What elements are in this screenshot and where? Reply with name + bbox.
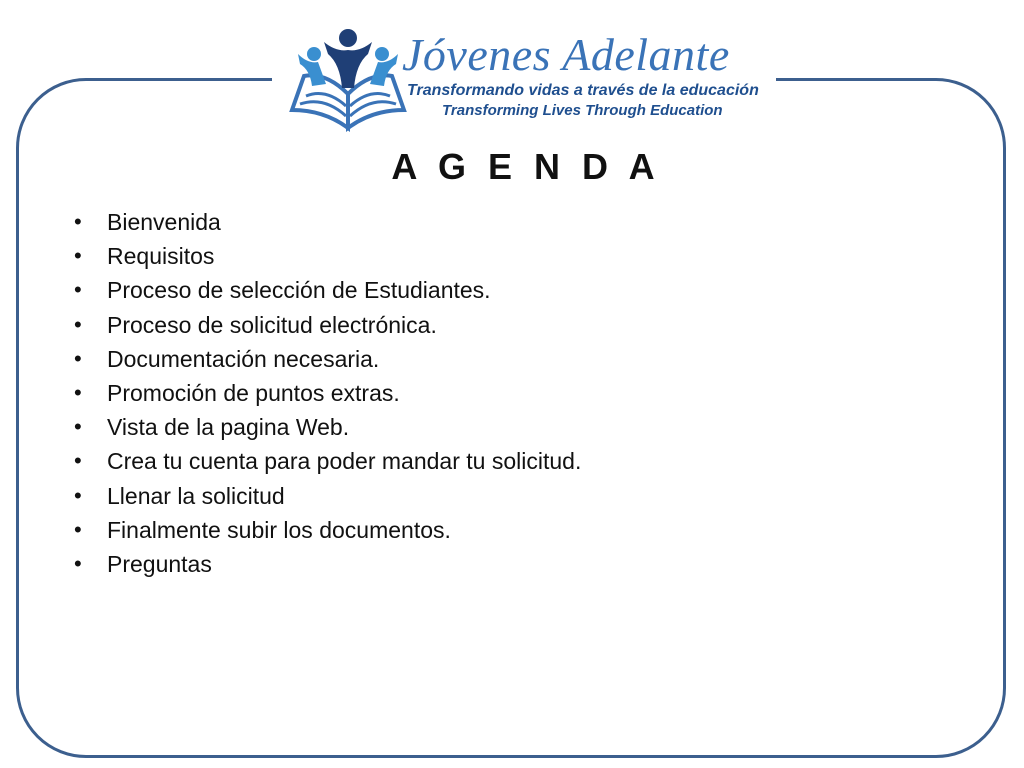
bullet-icon: •: [74, 448, 82, 474]
bullet-icon: •: [74, 414, 82, 440]
logo-tagline-en: Transforming Lives Through Education: [442, 102, 723, 119]
agenda-item: [72, 342, 581, 376]
page-title: A G E N D A: [391, 146, 661, 187]
agenda-item-text: Crea tu cuenta para poder mandar tu solicitud.: [107, 448, 582, 475]
agenda-item-text: Requisitos: [107, 243, 215, 270]
bullet-icon: •: [74, 516, 82, 542]
agenda-item-text: Vista de la pagina Web.: [107, 414, 350, 441]
logo-tagline-es: Transformando vidas a través de la educación: [407, 82, 759, 99]
bullet-icon: •: [74, 209, 82, 234]
agenda-item: [72, 273, 581, 307]
agenda-item-text: Preguntas: [107, 551, 212, 578]
agenda-item-text: Finalmente subir los documentos.: [107, 516, 451, 543]
agenda-item: [72, 239, 581, 273]
agenda-item: [72, 308, 581, 342]
bullet-icon: •: [74, 380, 82, 406]
bullet-icon: •: [74, 243, 82, 269]
bullet-icon: •: [74, 311, 82, 337]
agenda-item-text: Documentación necesaria.: [107, 345, 380, 372]
bullet-icon: •: [74, 482, 82, 508]
agenda-item-text: Proceso de solicitud electrónica.: [107, 311, 437, 338]
agenda-item-text: Proceso de selección de Estudiantes.: [107, 277, 491, 304]
agenda-item: [72, 376, 581, 410]
agenda-list: [72, 205, 581, 581]
agenda-item: [72, 205, 581, 239]
agenda-item: [72, 547, 581, 581]
agenda-item: [72, 513, 581, 547]
agenda-item-text: Promoción de puntos extras.: [107, 380, 400, 407]
agenda-item: [72, 410, 581, 444]
logo-emblem-icon: [284, 24, 414, 136]
bullet-icon: •: [74, 345, 82, 371]
logo-name: Jóvenes Adelante: [402, 29, 730, 80]
logo: [272, 18, 776, 138]
agenda-item-text: Llenar la solicitud: [107, 482, 285, 509]
agenda-item-text: Bienvenida: [107, 209, 221, 235]
agenda-item: [72, 479, 581, 513]
bullet-icon: •: [74, 277, 82, 303]
bullet-icon: •: [74, 551, 82, 577]
agenda-item: [72, 444, 581, 478]
